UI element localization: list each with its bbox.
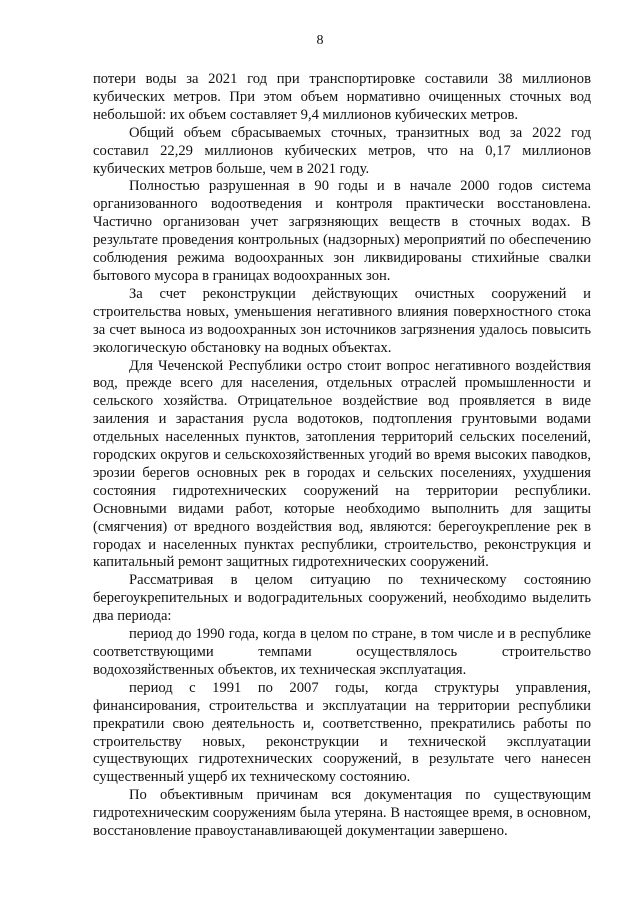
document-body [93,71,591,841]
paragraph-documentation: По объективным причинам вся документация по существующим гидротехническим сооружениям была утеряна. В настоящее время, в основном, восстановление правоустанавливающей документации завершено. [93,787,591,840]
paragraph-period-1991-2007: период с 1991 по 2007 годы, когда структуры управления, финансирования, строительства и эксплуатации на территории республики прекратили свою деятельность и, соответственно, прекратились работы по строительству новых, реконструкции и технической эксплуатации существующих гидротехнических сооружений, в результате чего нанесен существенный ущерб их техническому состоянию. [93,679,591,786]
paragraph-negative-impact: Для Чеченской Республики остро стоит вопрос негативного воздействия вод, прежде всего для населения, отдельных отраслей промышленности и сельского хозяйства. Отрицательное воздействие вод проявляется в виде заиления и зарастания русла водотоков, подтопления грунтовыми водами отдельных населенных пунктов, затопления территорий сельских поселений, городских округов и сельскохозяйственных угодий во время высоких паводков, эрозии берегов основных рек в городах и сельских поселениях, ухудшения состояния гидротехнических сооружений на территории республики. Основными видами работ, которые необходимо выполнить для защиты (смягчения) от вредного воздействия вод, являются: берегоукрепление рек в городах и населенных пунктах республики, строительство, реконструкция и капитальный ремонт защитных гидротехнических сооружений. [93,357,591,571]
paragraph-water-losses: потери воды за 2021 год при транспортировке составили 38 миллионов кубических метров. При этом объем нормативно очищенных сточных вод небольшой: их объем составляет 9,4 миллионов кубических метров. [93,71,591,123]
paragraph-drainage-system: Полностью разрушенная в 90 годы и в начале 2000 годов система организованного водоотведения и контроля практически восстановлена. Частично организован учет загрязняющих веществ в сточных водах. В результате проведения контрольных (надзорных) мероприятий по обеспечению соблюдения режима водоохранных зон ликвидированы стихийные свалки бытового мусора в границах водоохранных зон. [93,178,591,284]
paragraph-two-periods: Рассматривая в целом ситуацию по техническому состоянию берегоукрепительных и водоградительных сооружений, необходимо выделить два периода: [93,572,591,625]
paragraph-discharge-volume: Общий объем сбрасываемых сточных, транзитных вод за 2022 год составил 22,29 миллионов кубических метров, что на 0,17 миллионов кубических метров больше, чем в 2021 году. [93,124,591,177]
paragraph-period-before-1990: период до 1990 года, когда в целом по стране, в том числе и в республике соответствующими темпами осуществлялось строительство водохозяйственных объектов, их техническая эксплуатация. [93,626,591,678]
page-number: 8 [316,33,324,48]
paragraph-reconstruction: За счет реконструкции действующих очистных сооружений и строительства новых, уменьшения негативного влияния поверхностного стока за счет выноса из водоохранных зон источников загрязнения удалось повысить экологическую обстановку на водных объектах. [93,285,591,356]
